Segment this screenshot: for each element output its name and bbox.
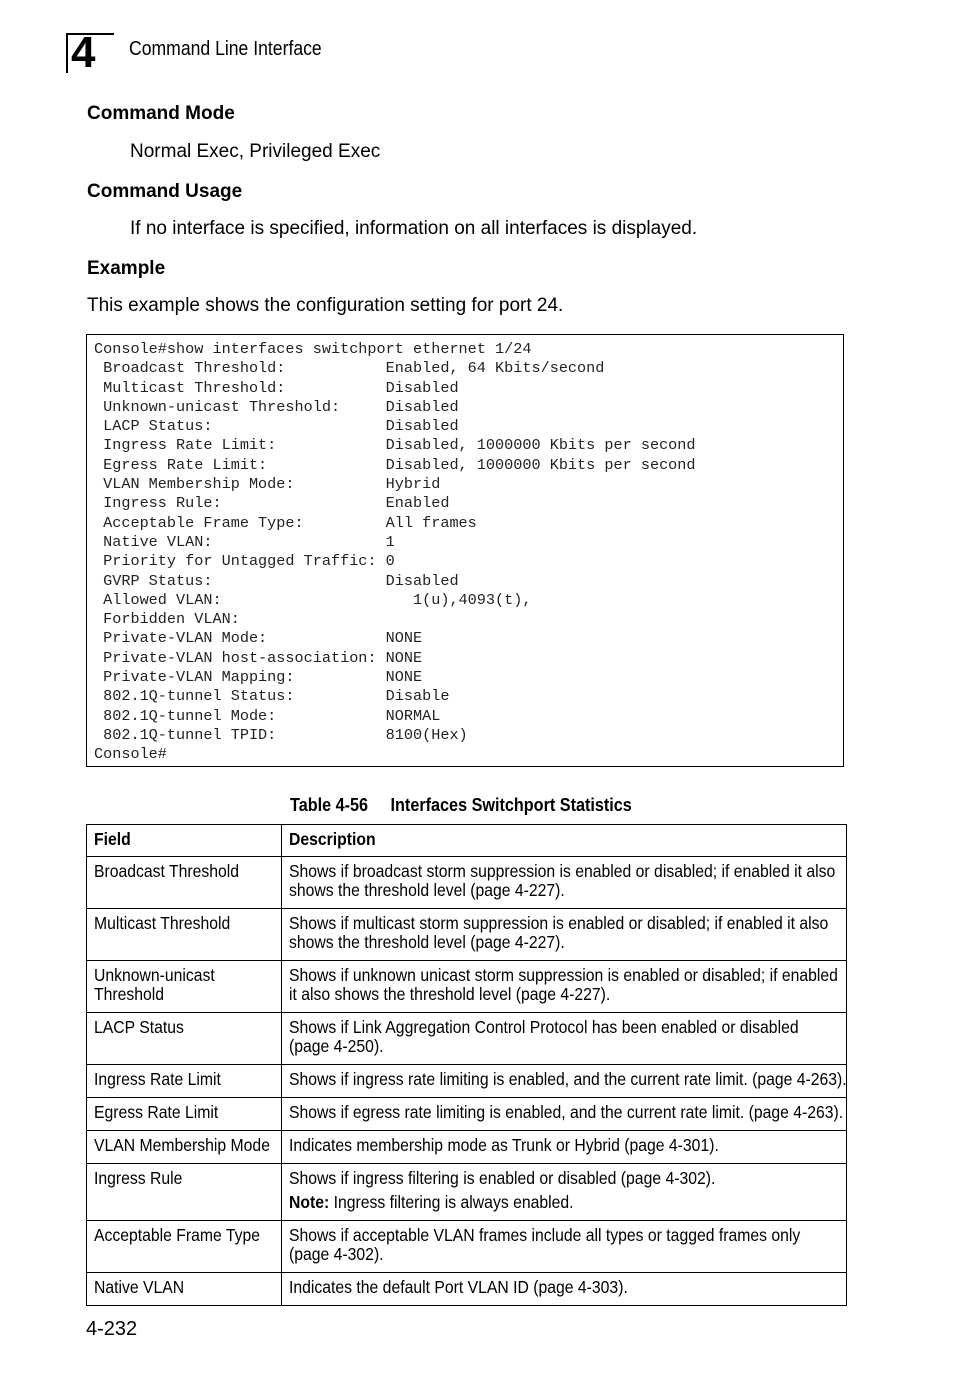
page-number: 4-232 (86, 1318, 138, 1340)
field-cell: LACP Status (87, 1013, 282, 1065)
command-mode-text: Normal Exec, Privileged Exec (130, 141, 381, 162)
description-cell: Indicates the default Port VLAN ID (page 4-303). (282, 1273, 847, 1306)
description-cell: Shows if egress rate limiting is enabled, and the current rate limit. (page 4-263). (282, 1098, 847, 1131)
description-cell: Shows if unknown unicast storm suppression is enabled or disabled; if enabled it also shows the threshold level (page 4-227). (282, 961, 847, 1013)
description-cell: Shows if ingress filtering is enabled or disabled (page 4-302). Note: Ingress filtering is always enabled. (282, 1164, 847, 1221)
field-cell: Ingress Rate Limit (87, 1065, 282, 1098)
console-output: Console#show interfaces switchport ethernet 1/24 Broadcast Threshold: Enabled, 64 Kbits/second Multicast Threshold: Disabled Unknown-unicast Threshold: Disabled LACP Status: Disabled Ingress Rate Limit: Disabled, 1000000 Kbits per second Egress Rate Limit: Disabled, 1000000 Kbits per second VLAN Membership Mode: Hybrid Ingress Rule: Enabled Acceptable Frame Type: All frames Native VLAN: 1 Priority for Untagged Traffic: 0 GVRP Status: Disabled Allowed VLAN: 1(u),4093(t), Forbidden VLAN: Private-VLAN Mode: NONE Private-VLAN host-association: NONE Private-VLAN Mapping: NONE 802.1Q-tunnel Status: Disable 802.1Q-tunnel Mode: NORMAL 802.1Q-tunnel TPID: 8100(Hex) Console# (94, 340, 696, 764)
table-row (87, 1098, 847, 1131)
table-row (87, 1273, 847, 1306)
field-cell: VLAN Membership Mode (87, 1131, 282, 1164)
command-usage-text: If no interface is specified, information on all interfaces is displayed. (130, 218, 698, 239)
example-text: This example shows the configuration setting for port 24. (87, 295, 564, 316)
field-cell: Multicast Threshold (87, 909, 282, 961)
chapter-number-badge (66, 28, 114, 77)
table-row (87, 1221, 847, 1273)
note-label: Note: (289, 1192, 330, 1212)
description-cell: Shows if Link Aggregation Control Protocol has been enabled or disabled (page 4-250). (282, 1013, 847, 1065)
table-caption: Table 4-56 Interfaces Switchport Statistics (290, 795, 632, 815)
table-row (87, 961, 847, 1013)
field-cell: Unknown-unicast Threshold (87, 961, 282, 1013)
description-cell: Indicates membership mode as Trunk or Hybrid (page 4-301). (282, 1131, 847, 1164)
description-cell: Shows if broadcast storm suppression is enabled or disabled; if enabled it also shows the threshold level (page 4-227). (282, 857, 847, 909)
description-cell: Shows if ingress rate limiting is enabled, and the current rate limit. (page 4-263). (282, 1065, 847, 1098)
field-cell: Acceptable Frame Type (87, 1221, 282, 1273)
table-row (87, 1164, 847, 1221)
table-row (87, 909, 847, 961)
table-row (87, 1013, 847, 1065)
command-mode-heading: Command Mode (87, 103, 235, 124)
table-row (87, 1131, 847, 1164)
field-cell: Ingress Rule (87, 1164, 282, 1221)
table-row (87, 1065, 847, 1098)
running-header: Command Line Interface (129, 38, 322, 60)
switchport-statistics-table (86, 824, 847, 1306)
table-header-row (87, 825, 847, 857)
table-row (87, 857, 847, 909)
field-cell: Native VLAN (87, 1273, 282, 1306)
chapter-number: 4 (71, 28, 96, 77)
description-cell: Shows if multicast storm suppression is enabled or disabled; if enabled it also shows the threshold level (page 4-227). (282, 909, 847, 961)
command-usage-heading: Command Usage (87, 181, 243, 202)
field-cell: Broadcast Threshold (87, 857, 282, 909)
ingress-note (289, 1193, 843, 1212)
note-text: Ingress filtering is always enabled. (329, 1192, 574, 1212)
description-cell: Shows if acceptable VLAN frames include all types or tagged frames only (page 4-302). (282, 1221, 847, 1273)
column-header-field: Field (87, 825, 282, 857)
example-heading: Example (87, 258, 166, 279)
field-cell: Egress Rate Limit (87, 1098, 282, 1131)
code-example-box (86, 334, 844, 767)
column-header-description: Description (282, 825, 847, 857)
